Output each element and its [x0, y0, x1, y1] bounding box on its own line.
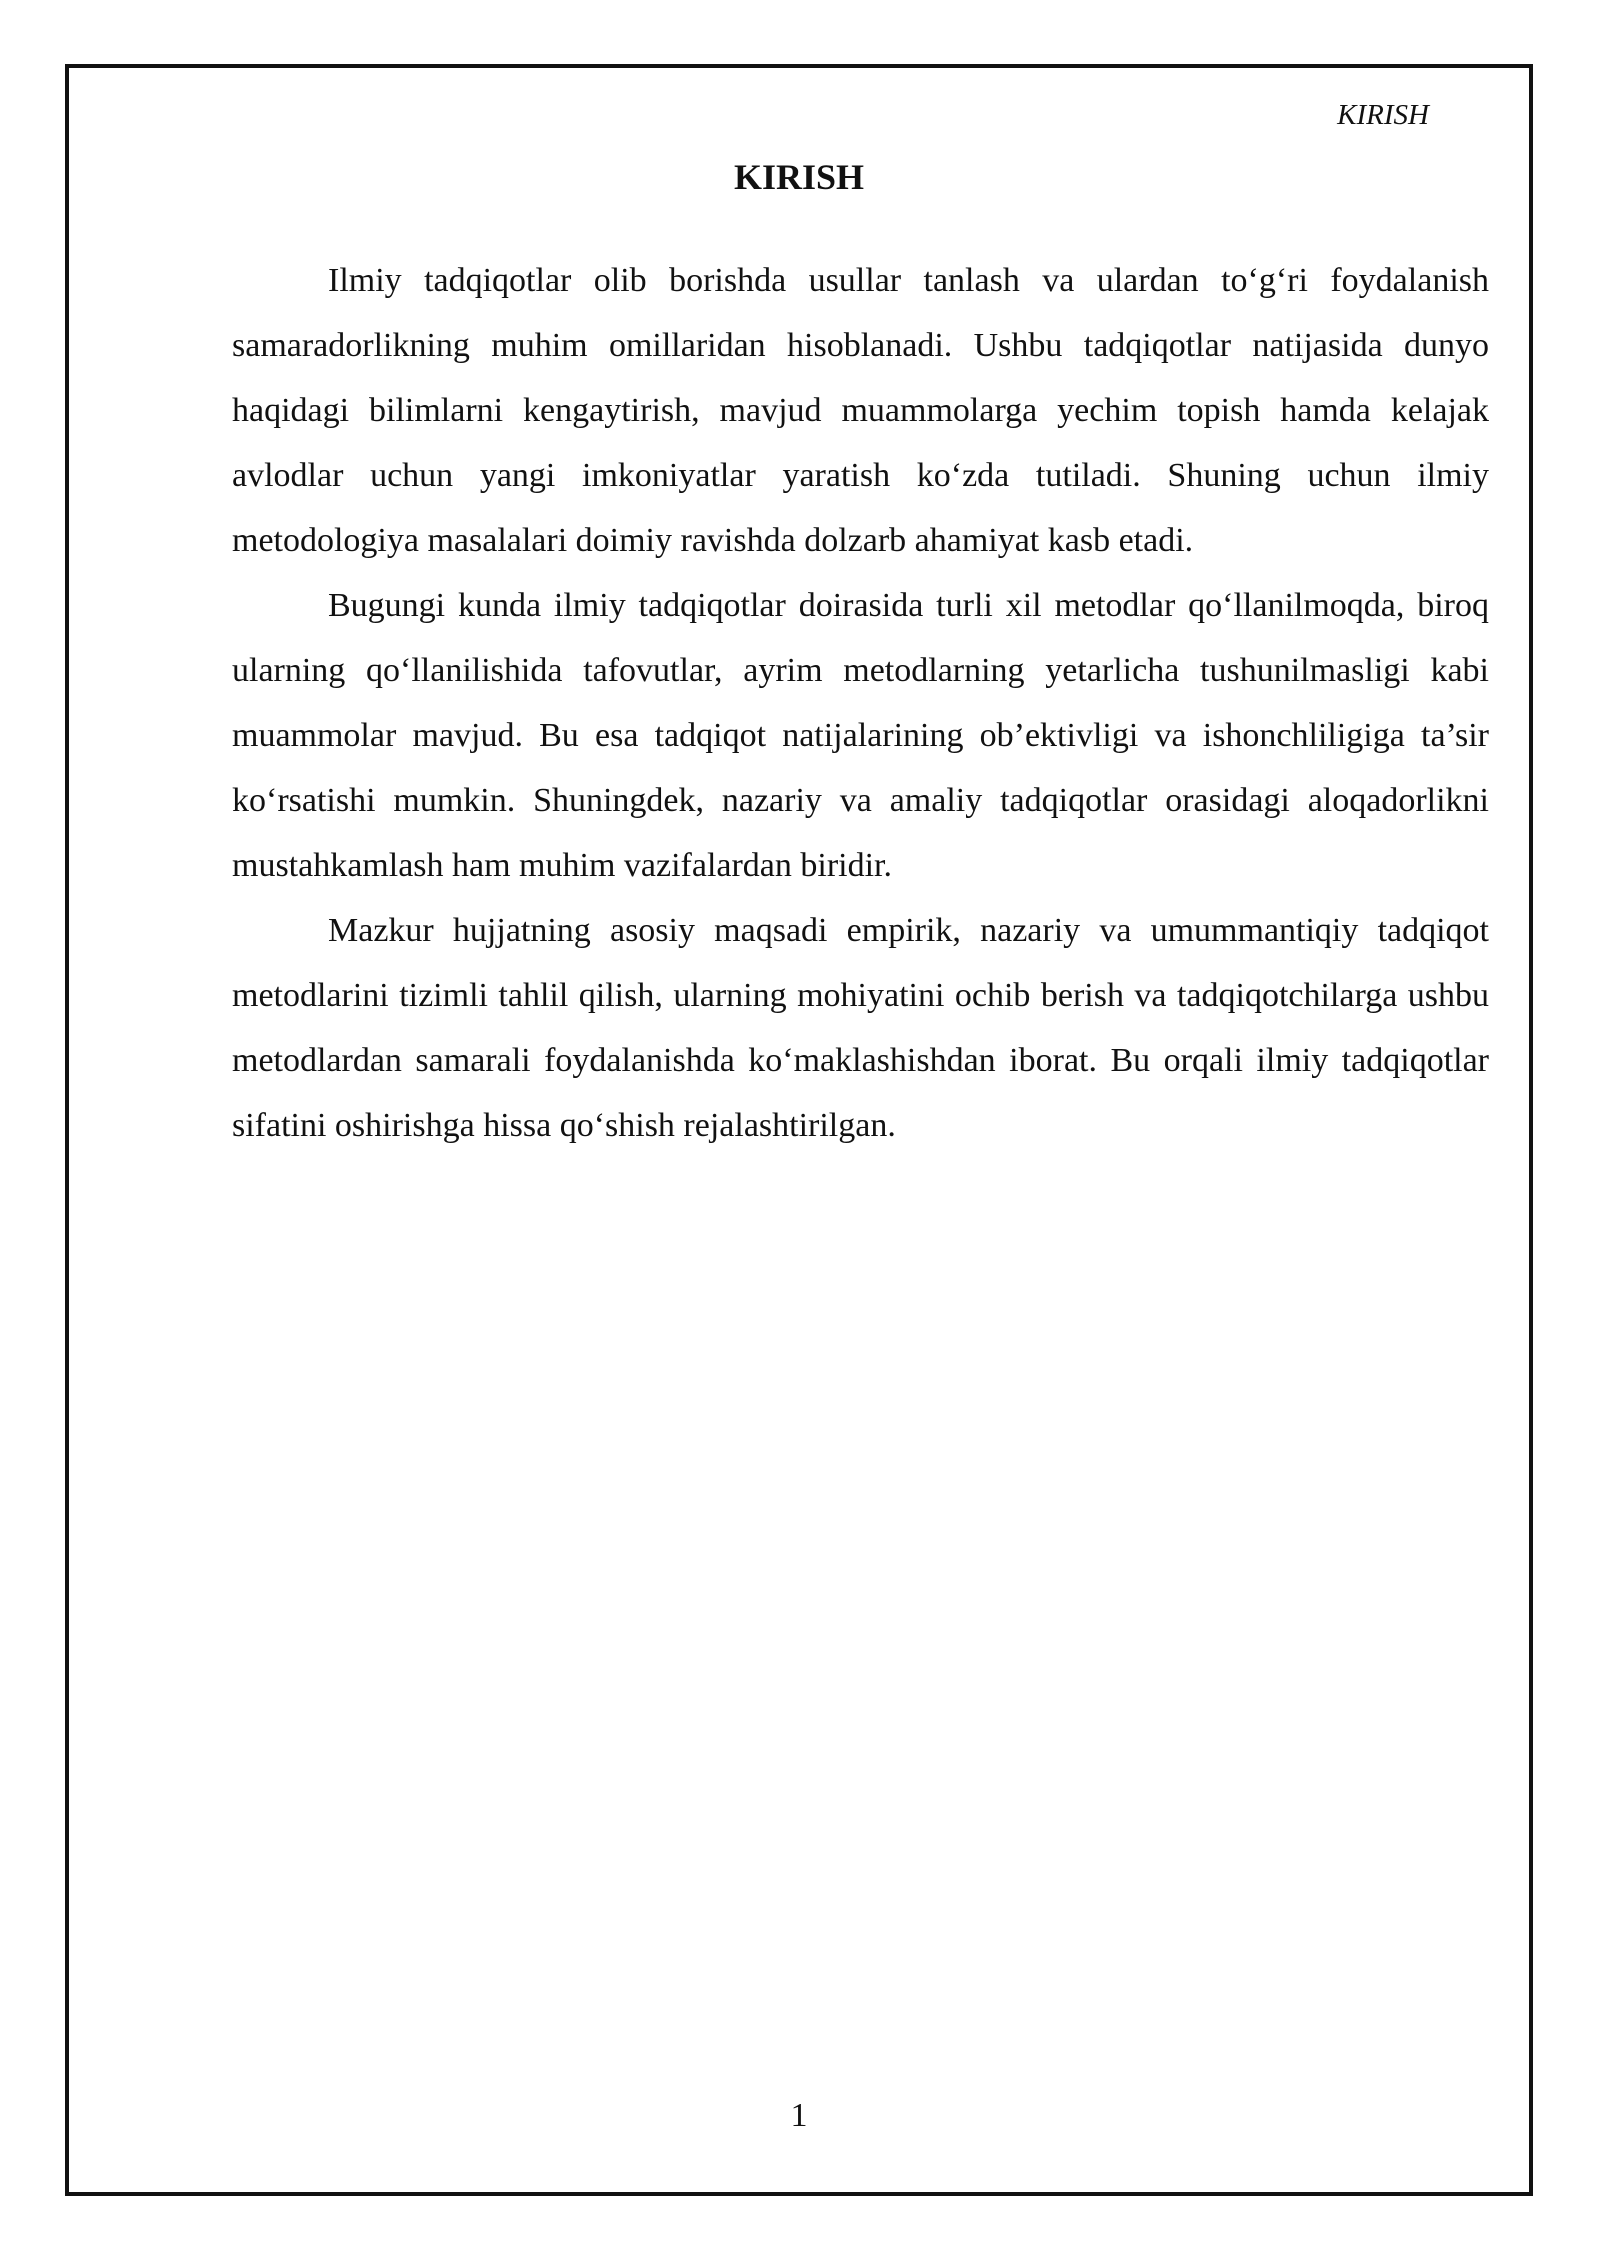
section-title: KIRISH: [733, 157, 865, 197]
running-header: KIRISH: [1337, 99, 1429, 131]
page-number: 1: [790, 2097, 808, 2134]
paragraph-2: Bugungi kunda ilmiy tadqiqotlar doirasida turli xil metodlar qo‘llanilmoqda, biroq ularning qo‘llanilishida tafovutlar, ayrim metodlarning yetarlicha tushunilmasligi kabi muammolar mavjud. Bu esa tadqiqot natijalarining ob’ektivligi va ishonchliligiga ta’sir ko‘rsatishi mumkin. Shuningdek, nazariy va amaliy tadqiqotlar orasidagi aloqadorlikni mustahkamlash ham muhim vazifalardan biridir.: [232, 587, 1489, 884]
paragraph-3: Mazkur hujjatning asosiy maqsadi empirik, nazariy va umummantiqiy tadqiqot metodlarini tizimli tahlil qilish, ularning mohiyatini ochib berish va tadqiqotchilarga ushbu metodlardan samarali foydalanishda ko‘maklashishdan iborat. Bu orqali ilmiy tadqiqotlar sifatini oshirishga hissa qo‘shish rejalashtirilgan.: [232, 912, 1489, 1144]
body-text: [232, 248, 1489, 1158]
paragraph-1: Ilmiy tadqiqotlar olib borishda usullar tanlash va ulardan to‘g‘ri foydalanish samaradorlikning muhim omillaridan hisoblanadi. Ushbu tadqiqotlar natijasida dunyo haqidagi bilimlarni kengaytirish, mavjud muammolarga yechim topish hamda kelajak avlodlar uchun yangi imkoniyatlar yaratish ko‘zda tutiladi. Shuning uchun ilmiy metodologiya masalalari doimiy ravishda dolzarb ahamiyat kasb etadi.: [232, 262, 1489, 559]
page-frame: [65, 64, 1533, 2196]
